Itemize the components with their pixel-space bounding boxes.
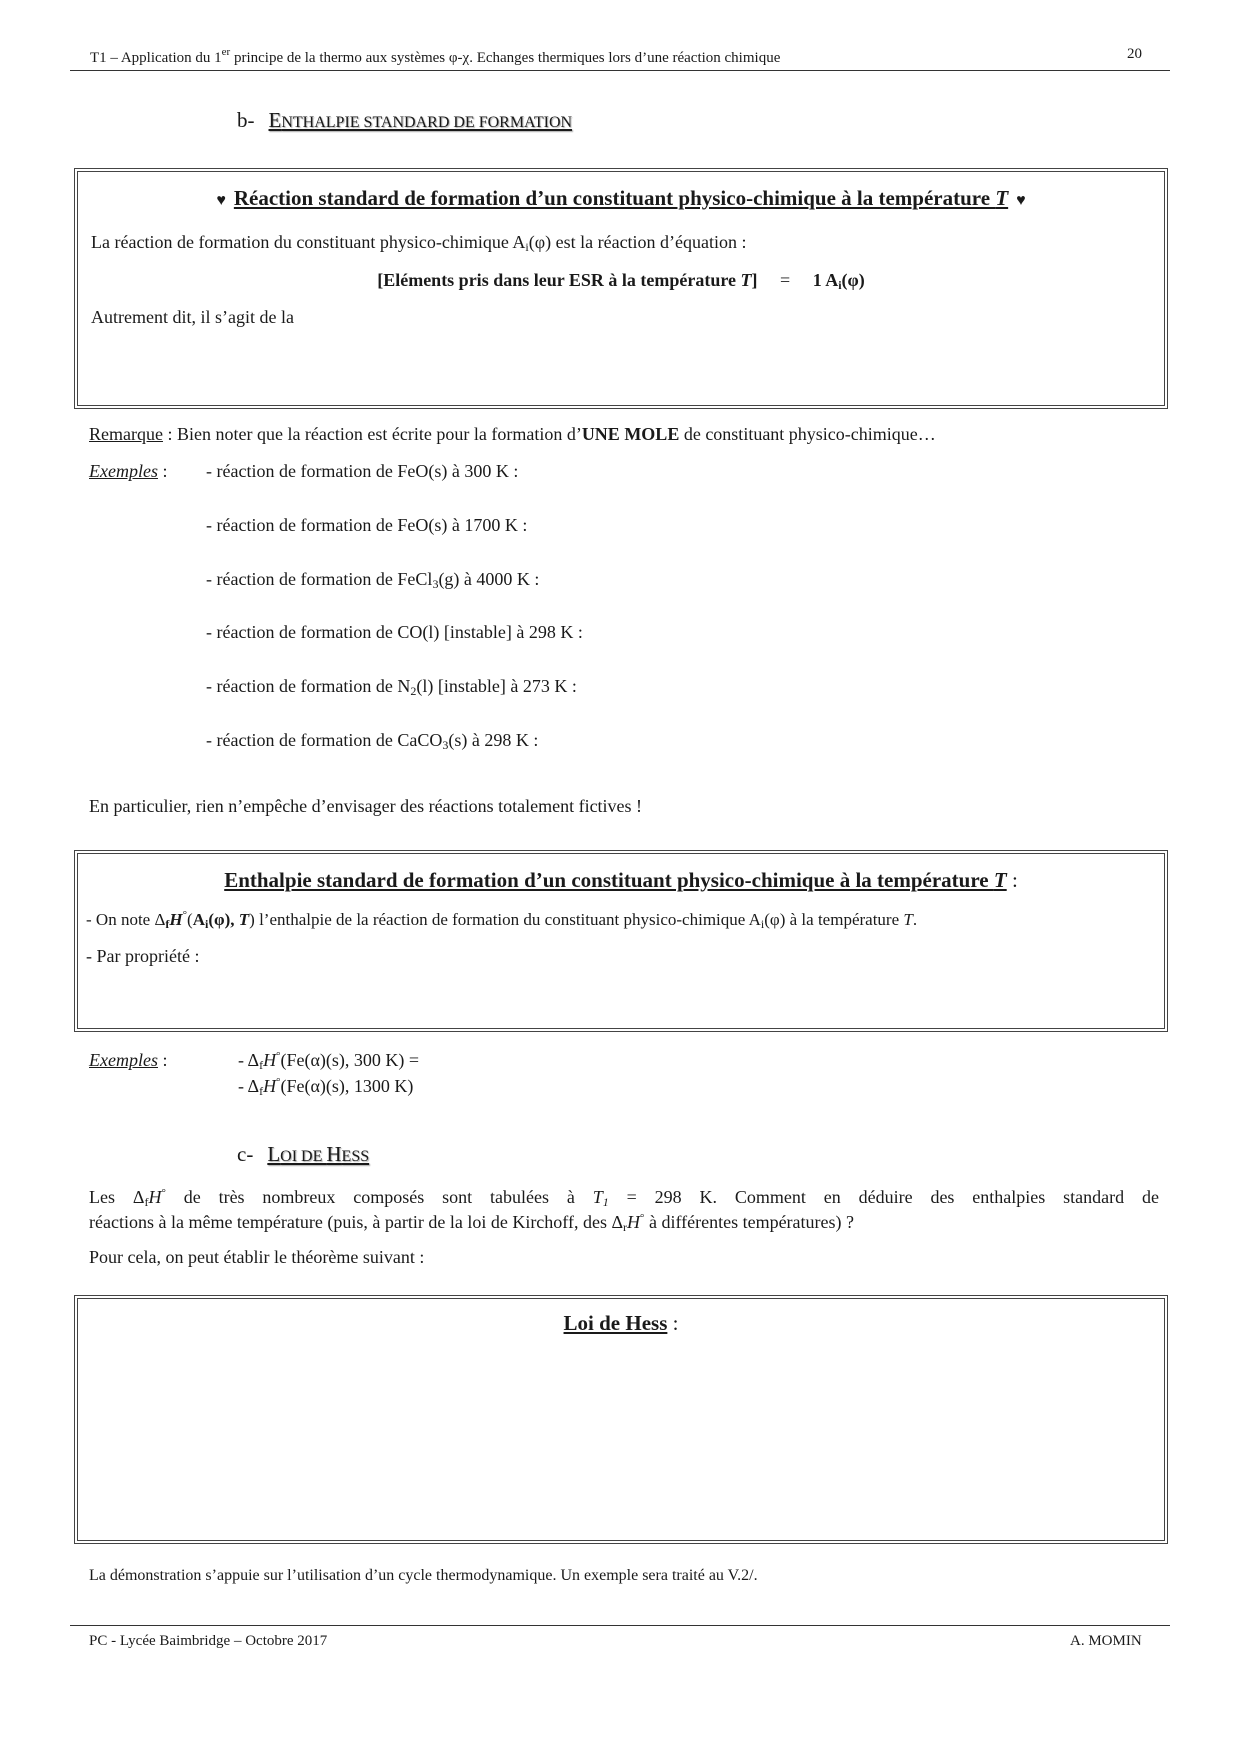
box2-line1-A: A xyxy=(192,910,205,929)
box1-line1-post: (φ) est la réaction d’équation : xyxy=(528,232,747,252)
section-b-title xyxy=(269,108,573,132)
example-text-end: (g) à 4000 K : xyxy=(438,569,540,589)
box2-line1-i: i xyxy=(204,917,209,931)
example-text: - réaction de formation de N xyxy=(206,676,411,696)
box2-line1-H: H xyxy=(169,910,183,929)
header-title-start: T1 – Application du 1 xyxy=(90,50,222,66)
box2-line1-post: l’enthalpie de la réaction de formation du constituant physico-chimique A xyxy=(254,910,761,929)
example-text: - réaction de formation de FeCl xyxy=(206,569,433,589)
exemples1-colon: : xyxy=(157,461,168,481)
section-c-heading xyxy=(237,1142,369,1167)
box2-line1-pre: - On note Δ xyxy=(86,910,166,929)
hess-p2-b: à différentes températures) ? xyxy=(644,1212,855,1232)
box2-line1-post-sub: i xyxy=(760,917,765,931)
example-text: - réaction de formation de FeO(s) à 1700 K : xyxy=(206,515,528,535)
section-c-title xyxy=(267,1142,369,1166)
box3-title-colon: : xyxy=(667,1311,679,1335)
equation-right-sub: i xyxy=(838,278,842,292)
remarque-text-end: de constituant physico-chimique… xyxy=(679,424,936,444)
example2-text-end: (Fe(α)(s), 1300 K) xyxy=(280,1076,414,1096)
section-c-L: L xyxy=(267,1142,281,1166)
box2-line1-close: ) xyxy=(249,910,255,929)
remarque xyxy=(89,424,936,445)
section-b-title-initial: E xyxy=(268,108,282,132)
page-number: 20 xyxy=(1127,46,1142,62)
exemples1-label-text: Exemples xyxy=(89,461,158,481)
box1-equation xyxy=(78,270,1164,293)
list-item xyxy=(238,1050,419,1073)
box3-title xyxy=(78,1311,1164,1336)
example-sub: 2 xyxy=(410,684,417,698)
heart-icon: ♥ xyxy=(1016,192,1026,209)
header-superscript: er xyxy=(221,46,231,58)
box1-title xyxy=(78,186,1164,211)
equation-left: [Eléments pris dans leur ESR à la température xyxy=(377,270,741,290)
box2-line1-dot: . xyxy=(912,910,918,929)
example2-deg: ° xyxy=(276,1050,281,1062)
particulier-note: En particulier, rien n’empêche d’envisager des réactions totalement fictives ! xyxy=(89,796,643,816)
hess-p1-c: = 298 K. Comment en déduire des enthalpies standard de xyxy=(608,1187,1159,1207)
section-b-label: b- xyxy=(237,108,255,132)
box1-line1 xyxy=(91,232,747,255)
exemples2-label xyxy=(89,1050,167,1071)
box3-title-text: Loi de Hess xyxy=(563,1311,668,1335)
example2-f: f xyxy=(259,1084,264,1098)
list-item xyxy=(206,569,539,592)
section-c-oi: OI DE xyxy=(280,1148,327,1165)
example2-H: H xyxy=(263,1050,277,1070)
example-sub: 3 xyxy=(442,738,449,752)
equation-right-post: (φ) xyxy=(841,270,865,290)
example-sub: 3 xyxy=(432,577,439,591)
hess-p1-a: Les Δ xyxy=(89,1187,145,1207)
box2-line1-f: f xyxy=(165,917,170,931)
example2-f: f xyxy=(259,1058,264,1072)
list-item xyxy=(206,461,518,482)
box2-title-colon: : xyxy=(1006,868,1018,892)
example2-text: - Δ xyxy=(238,1050,260,1070)
exemples2-colon: : xyxy=(157,1050,168,1070)
section-c-H: H xyxy=(326,1142,342,1166)
theorem-box-hess xyxy=(74,1295,1168,1544)
remarque-label: Remarque xyxy=(89,424,163,444)
equation-var: T xyxy=(740,270,752,290)
box2-line2: - Par propriété : xyxy=(86,946,200,966)
list-item xyxy=(238,1076,413,1099)
remarque-bold: UNE MOLE xyxy=(581,424,680,444)
box2-line1-post-T: T xyxy=(903,910,913,929)
example-text-end: (l) [instable] à 273 K : xyxy=(416,676,577,696)
box2-line1-post-end: (φ) à la température xyxy=(764,910,904,929)
hess-p1-b: de très nombreux composés sont tabulées à xyxy=(165,1187,593,1207)
example2-text: - Δ xyxy=(238,1076,260,1096)
box1-line1-sub: i xyxy=(525,240,529,254)
exemples1-label xyxy=(89,461,167,482)
box2-title-var: T xyxy=(993,868,1007,892)
example-text-end: (s) à 298 K : xyxy=(448,730,539,750)
section-c-label: c- xyxy=(237,1142,254,1166)
remarque-text: : Bien noter que la réaction est écrite pour la formation d’ xyxy=(162,424,582,444)
box2-line1-T: T xyxy=(238,910,250,929)
example2-text-end: (Fe(α)(s), 300 K) = xyxy=(280,1050,420,1070)
box1-title-var: T xyxy=(995,186,1009,210)
equation-equals: = xyxy=(780,270,791,290)
header-title-end: principe de la thermo aux systèmes φ-χ. Echanges thermiques lors d’une réaction chimique xyxy=(230,50,781,66)
box2-title xyxy=(78,868,1164,893)
list-item xyxy=(206,622,583,643)
box1-title-text: Réaction standard de formation d’un constituant physico-chimique à la température xyxy=(233,186,996,210)
example-text: - réaction de formation de FeO(s) à 300 K : xyxy=(206,461,519,481)
hess-paragraph-line2 xyxy=(89,1212,854,1235)
hess-p1-T: T xyxy=(592,1187,603,1207)
hess-paragraph-line1 xyxy=(89,1187,1159,1210)
definition-box-enthalpy-formation xyxy=(74,850,1168,1032)
box2-line1-deg: ° xyxy=(182,909,188,921)
hess-p2-H: H xyxy=(627,1212,641,1232)
box1-line3: Autrement dit, il s’agit de la xyxy=(91,307,294,327)
header-rule xyxy=(70,70,1170,71)
equation-right: 1 A xyxy=(812,270,839,290)
exemples2-label-text: Exemples xyxy=(89,1050,158,1070)
list-item xyxy=(206,676,577,699)
heart-icon: ♥ xyxy=(216,192,226,209)
definition-box-formation-reaction xyxy=(74,168,1168,409)
example-text: - réaction de formation de CO(l) [instable] à 298 K : xyxy=(206,622,583,642)
hess-p1-H: H xyxy=(148,1187,162,1207)
hess-p2-r: r xyxy=(623,1220,628,1234)
section-b-title-rest: NTHALPIE STANDARD DE FORMATION xyxy=(281,114,573,131)
footer-author: A. MOMIN xyxy=(1070,1633,1142,1649)
example-text: - réaction de formation de CaCO xyxy=(206,730,443,750)
list-item xyxy=(206,515,527,536)
demonstration-note: La démonstration s’appuie sur l’utilisation d’un cycle thermodynamique. Un exemple sera traité au V.2/. xyxy=(89,1567,758,1584)
footer-left: PC - Lycée Baimbridge – Octobre 2017 xyxy=(89,1633,328,1649)
section-c-ess: ESS xyxy=(341,1148,370,1165)
hess-p2-a: réactions à la même température (puis, à partir de la loi de Kirchoff, des Δ xyxy=(89,1212,624,1232)
hess-paragraph-line3: Pour cela, on peut établir le théorème suivant : xyxy=(89,1247,425,1267)
hess-p1-deg: ° xyxy=(161,1187,166,1199)
example2-H: H xyxy=(263,1076,277,1096)
box2-title-text: Enthalpie standard de formation d’un constituant physico-chimique à la température xyxy=(224,868,994,892)
hess-p1-T1: 1 xyxy=(602,1195,609,1209)
box1-line1-pre: La réaction de formation du constituant physico-chimique A xyxy=(91,232,526,252)
equation-close: ] xyxy=(751,270,758,290)
section-b-heading xyxy=(237,108,572,133)
footer-rule xyxy=(70,1625,1170,1626)
list-item xyxy=(206,730,538,753)
example2-deg: ° xyxy=(276,1076,281,1088)
hess-p1-f: f xyxy=(144,1195,149,1209)
running-header xyxy=(90,46,780,67)
box2-line1 xyxy=(86,909,917,932)
box2-line1-phi: (φ), xyxy=(208,910,239,929)
hess-p2-deg: ° xyxy=(640,1212,645,1224)
box2-line1-open: ( xyxy=(187,910,193,929)
